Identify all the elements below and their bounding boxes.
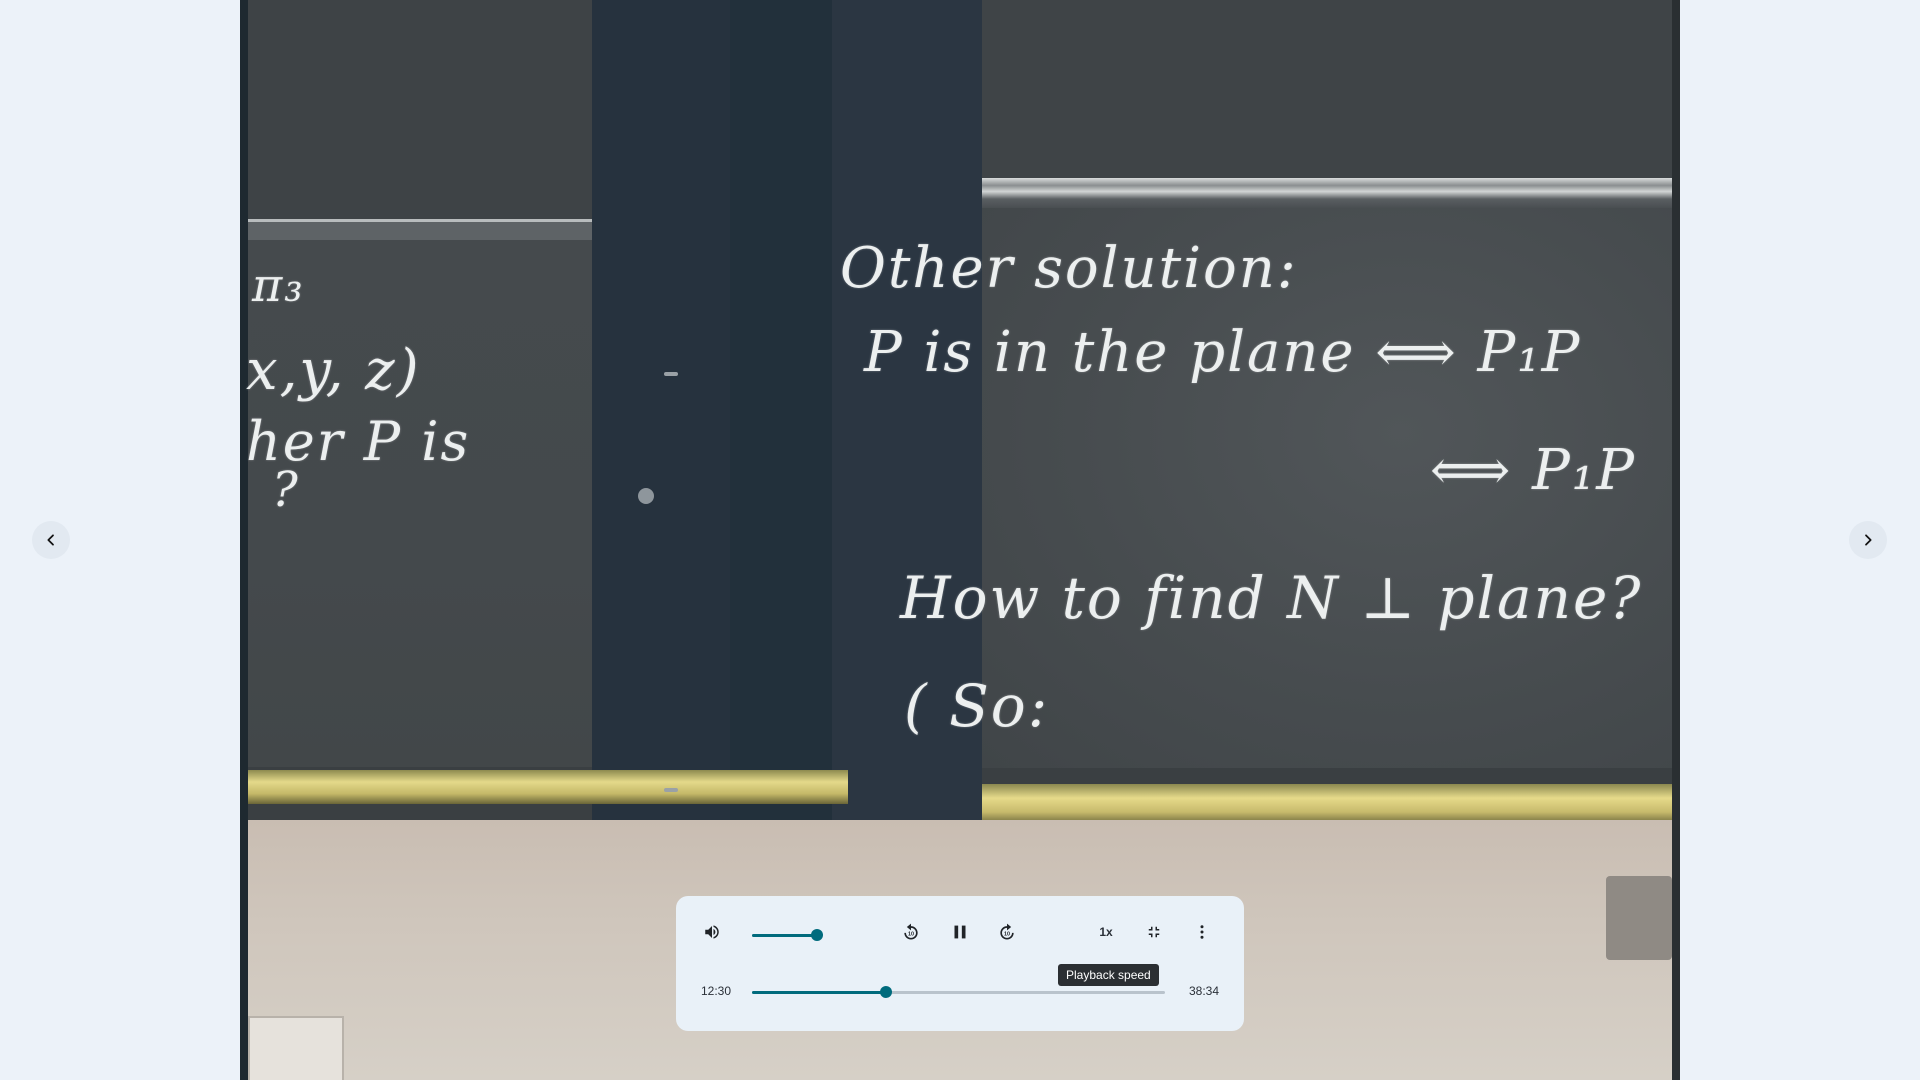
more-vert-icon <box>1193 923 1211 941</box>
current-time: 12:30 <box>701 984 732 998</box>
pause-button[interactable] <box>944 916 976 948</box>
duration: 38:34 <box>1189 984 1220 998</box>
chevron-right-icon <box>1860 532 1876 548</box>
frame-edge-left <box>240 0 248 1080</box>
previous-button[interactable] <box>32 521 70 559</box>
chalk-right-line3: ⟺ P₁P <box>1430 438 1636 503</box>
volume-slider-fill <box>752 934 817 937</box>
volume-slider[interactable] <box>752 934 823 937</box>
chalk-right-line5: ( So: <box>904 672 1050 740</box>
chalk-right-line2: P is in the plane ⟺ P₁P <box>864 320 1582 385</box>
board-divider <box>730 0 832 820</box>
right-chalk-tray <box>982 784 1680 824</box>
chalk-left-line4: ? <box>272 462 300 518</box>
playback-speed-label: 1x <box>1099 925 1113 939</box>
left-chalk-tray <box>248 770 848 804</box>
progress-bar[interactable] <box>752 991 1165 994</box>
playback-speed-button[interactable] <box>1092 918 1120 946</box>
volume-button[interactable] <box>698 918 726 946</box>
svg-text:10: 10 <box>1003 931 1011 938</box>
replay-10-icon <box>901 922 921 942</box>
post-screw <box>638 488 654 504</box>
wall-box <box>248 1016 344 1080</box>
chevron-left-icon <box>43 532 59 548</box>
volume-slider-thumb[interactable] <box>811 929 823 941</box>
rewind-10-button[interactable] <box>897 918 925 946</box>
fullscreen-exit-icon <box>1145 923 1163 941</box>
chalk-right-line4: How to find N ⊥ plane? <box>900 564 1643 632</box>
forward-10-button[interactable] <box>993 918 1021 946</box>
chalk-left-line3: her P is <box>246 410 471 473</box>
playback-speed-tooltip: Playback speed <box>1058 964 1159 986</box>
more-options-button[interactable] <box>1188 918 1216 946</box>
upper-right-board <box>982 0 1680 184</box>
chalk-right-line1: Other solution: <box>840 236 1298 301</box>
next-button[interactable] <box>1849 521 1887 559</box>
board-post-left <box>592 0 730 820</box>
chalk-left-line1: π₃ <box>252 258 305 312</box>
post-mark <box>664 788 678 792</box>
chalk-left-line2: x,y, z) <box>246 338 421 403</box>
forward-10-icon <box>997 922 1017 942</box>
player-controls <box>676 896 1244 1031</box>
volume-icon <box>703 923 721 941</box>
post-mark <box>664 372 678 376</box>
pause-icon <box>949 921 971 943</box>
frame-edge-right <box>1672 0 1680 1080</box>
wall-device <box>1606 876 1672 960</box>
right-board-rail <box>982 178 1680 208</box>
progress-bar-fill <box>752 991 886 994</box>
svg-text:10: 10 <box>907 931 915 938</box>
progress-bar-thumb[interactable] <box>880 986 892 998</box>
exit-fullscreen-button[interactable] <box>1140 918 1168 946</box>
